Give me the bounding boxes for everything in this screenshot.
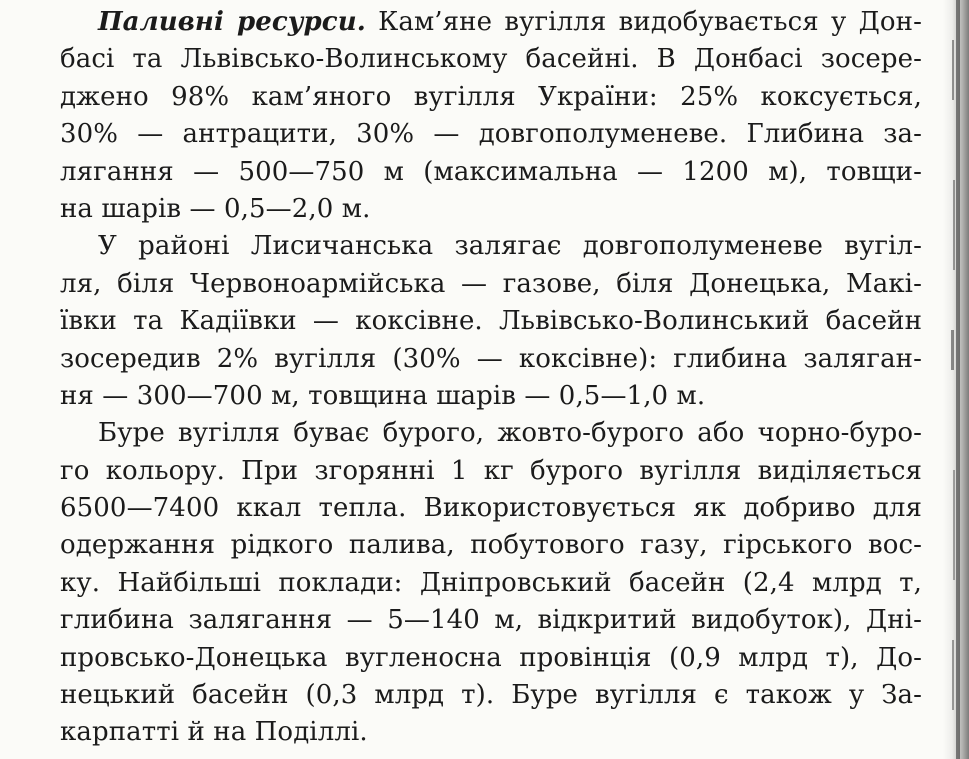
text-line: 6500—7400 ккал тепла. Використовується як добриво для bbox=[60, 493, 922, 524]
text-line: одержання рідкого палива, побутового газу, гірського вос- bbox=[60, 530, 922, 561]
text-line: басі та Львівсько-Волинському басейні. В Донбасі зосере- bbox=[60, 44, 922, 75]
text-line: Паливні ресурси. Кам’яне вугілля видобувається у Дон- bbox=[98, 7, 922, 37]
body-text bbox=[60, 4, 922, 752]
section-lead-term: Паливні ресурси. bbox=[98, 7, 366, 37]
text-line: У районі Лисичанська залягає довгополуменеве вугіл- bbox=[98, 231, 922, 262]
text-line: го кольору. При згорянні 1 кг бурого вугілля виділяється bbox=[60, 455, 922, 486]
text-line: карпатті й на Поділлі. bbox=[60, 717, 368, 748]
text-line: глибина залягання — 5—140 м, відкритий видобуток), Дні- bbox=[60, 605, 922, 636]
paragraph-lysychansk bbox=[60, 228, 922, 415]
scan-edge-specks bbox=[947, 0, 965, 759]
paragraph-brown-coal bbox=[60, 415, 922, 752]
text-line: ку. Найбільші поклади: Дніпровський басейн (2,4 млрд т, bbox=[60, 567, 922, 598]
text-line: 30% — антрацити, 30% — довгополуменеве. Глибина за- bbox=[60, 119, 922, 150]
text-line: ля, біля Червоноармійська — газове, біля Донецька, Макі- bbox=[60, 268, 922, 299]
text-line: ївки та Кадіївки — коксівне. Львівсько-Волинський басейн bbox=[60, 306, 922, 337]
text-line: провсько-Донецька вугленосна провінція (0,9 млрд т), До- bbox=[60, 642, 922, 673]
text-line: Буре вугілля буває бурого, жовто-бурого або чорно-буро- bbox=[98, 418, 922, 449]
text-line: лягання — 500—750 м (максимальна — 1200 м), товщи- bbox=[60, 156, 922, 187]
text-line: нецький басейн (0,3 млрд т). Буре вугілля є також у За- bbox=[60, 680, 922, 711]
text-line: зосередив 2% вугілля (30% — коксівне): глибина заляган- bbox=[60, 343, 922, 374]
text-line: джено 98% кам’яного вугілля України: 25% коксується, bbox=[60, 81, 922, 112]
text-line: на шарів — 0,5—2,0 м. bbox=[60, 193, 371, 224]
paragraph-fuel-resources bbox=[60, 4, 922, 228]
text-line: ня — 300—700 м, товщина шарів — 0,5—1,0 м. bbox=[60, 380, 706, 411]
